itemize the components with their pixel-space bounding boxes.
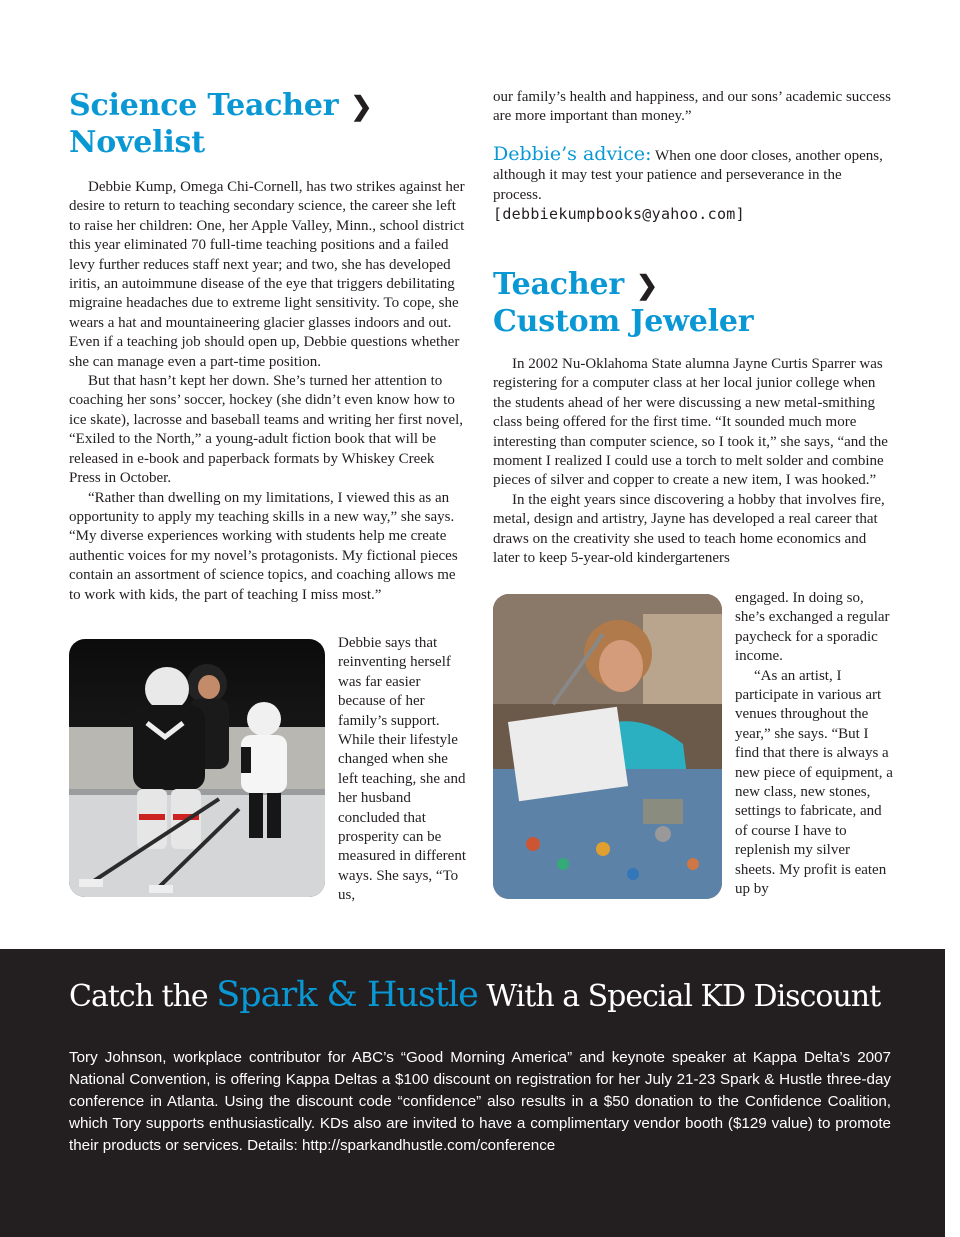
left-heading [69, 88, 469, 160]
right-heading-line1: Teacher [493, 267, 624, 303]
chevron-right-icon: ❯ [350, 92, 373, 122]
advice-block [493, 142, 893, 205]
jeweler-photo [493, 594, 722, 899]
right-paragraph-1: In 2002 Nu-Oklahoma State alumna Jayne Curtis Sparrer was registering for a computer class at her local junior college when the students ahead of her were discussing a new metal-smithing class being offered for the first time. “It sounded much more interesting than computer science, so I took it,” she says, “and the moment I realized I could use a torch to melt solder and combine pieces of silver and copper to create a new item, I was hooked.” [493, 356, 888, 489]
banner-title-post: With a Special KD Discount [486, 979, 881, 1014]
advice-text: When one door closes, another opens, although it may test your patience and perseverance in the process. [493, 147, 883, 203]
left-paragraph-3: “Rather than dwelling on my limitations, I viewed this as an opportunity to apply my teaching skills in a new way,” she says. “My diverse experiences working with students help me create authentic voices for my novel’s protagonists. My fictional pieces contain an assortment of science topics, and coaching allows me to work with kids, the part of teaching I miss most.” [69, 489, 458, 603]
left-article [69, 88, 469, 605]
left-paragraph-1: Debbie Kump, Omega Chi-Cornell, has two strikes against her desire to return to teaching secondary science, the career she left to raise her children: One, her Apple Valley, Minn., school district this year eliminated 70 full-time teaching positions and a failed levy further reduces staff next year; and two, she has developed iritis, an autoimmune disease of the eye that triggers debilitating migraine headaches due to extreme light sensitivity. To cope, she wears a hat and mountaineering glacier glasses indoors and out. Even if a teaching job should open up, Debbie questions whether she can manage even a part-time position. [69, 179, 465, 370]
advice-label: Debbie’s advice: [493, 142, 652, 165]
left-paragraph-2: But that hasn’t kept her down. She’s turned her attention to coaching her sons’ soccer, hockey (she didn’t even know how to ice skate), lacrosse and baseball teams and writing her first novel, “Exiled to the North,” a young-adult fiction book that will be released in e-book and paperback formats by Whiskey Creek Press in October. [69, 373, 464, 487]
banner-text: Tory Johnson, workplace contributor for ABC’s “Good Morning America” and keynote speaker at Kappa Delta’s 2007 National Convention, is offering Kappa Deltas a $100 discount on registration for her July 21-23 Spark & Hustle three-day conference in Atlanta. Using the discount code “confidence” also results in a $50 donation to the Confidence Coalition, which Tory supports enthusiastically. KDs also are invited to have a complimentary vendor booth ($129 value) to promote their products or services. Details: http://sparkandhustle.com/conference [69, 1049, 891, 1154]
right-paragraph-2: In the eight years since discovering a hobby that involves fire, metal, design and artistry, Jayne has developed a real career that draws on the creativity she used to teach home economics and later to keep 5-year-old kindergarteners [493, 491, 885, 567]
chevron-right-icon: ❯ [636, 271, 658, 302]
left-heading-line1: Science Teacher [69, 88, 339, 123]
left-wrap-column [338, 634, 468, 906]
right-article [493, 88, 893, 569]
left-heading-line2: Novelist [69, 125, 205, 160]
right-wrap-text-1: engaged. In doing so, she’s exchanged a regular paycheck for a sporadic income. [735, 590, 890, 665]
right-heading [493, 267, 893, 339]
right-wrap-column [735, 589, 893, 900]
banner-title [69, 973, 880, 1019]
hockey-family-photo [69, 639, 325, 897]
left-wrap-text: Debbie says that reinventing herself was far easier because of her family’s support. While their lifestyle changed when she left teaching, she and her husband concluded that prosperity can be measured in different ways. She says, “To us, [338, 635, 467, 904]
right-continued-text: our family’s health and happiness, and our sons’ academic success are more important than money.” [493, 89, 891, 125]
right-wrap-text-2: “As an artist, I participate in various art venues throughout the year,” she says. “But I find that there is always a new piece of equipment, a new class, new stones, settings to fabricate, and of course I have to replenish my silver sheets. My profit is eaten up by [735, 667, 893, 898]
banner-title-pre: Catch the [69, 979, 208, 1014]
banner-title-accent: Spark & Hustle [216, 975, 478, 1015]
email-address: [debbiekumpbooks@yahoo.com] [493, 205, 745, 224]
discount-banner [0, 949, 945, 1237]
right-heading-line2: Custom Jeweler [493, 304, 754, 340]
